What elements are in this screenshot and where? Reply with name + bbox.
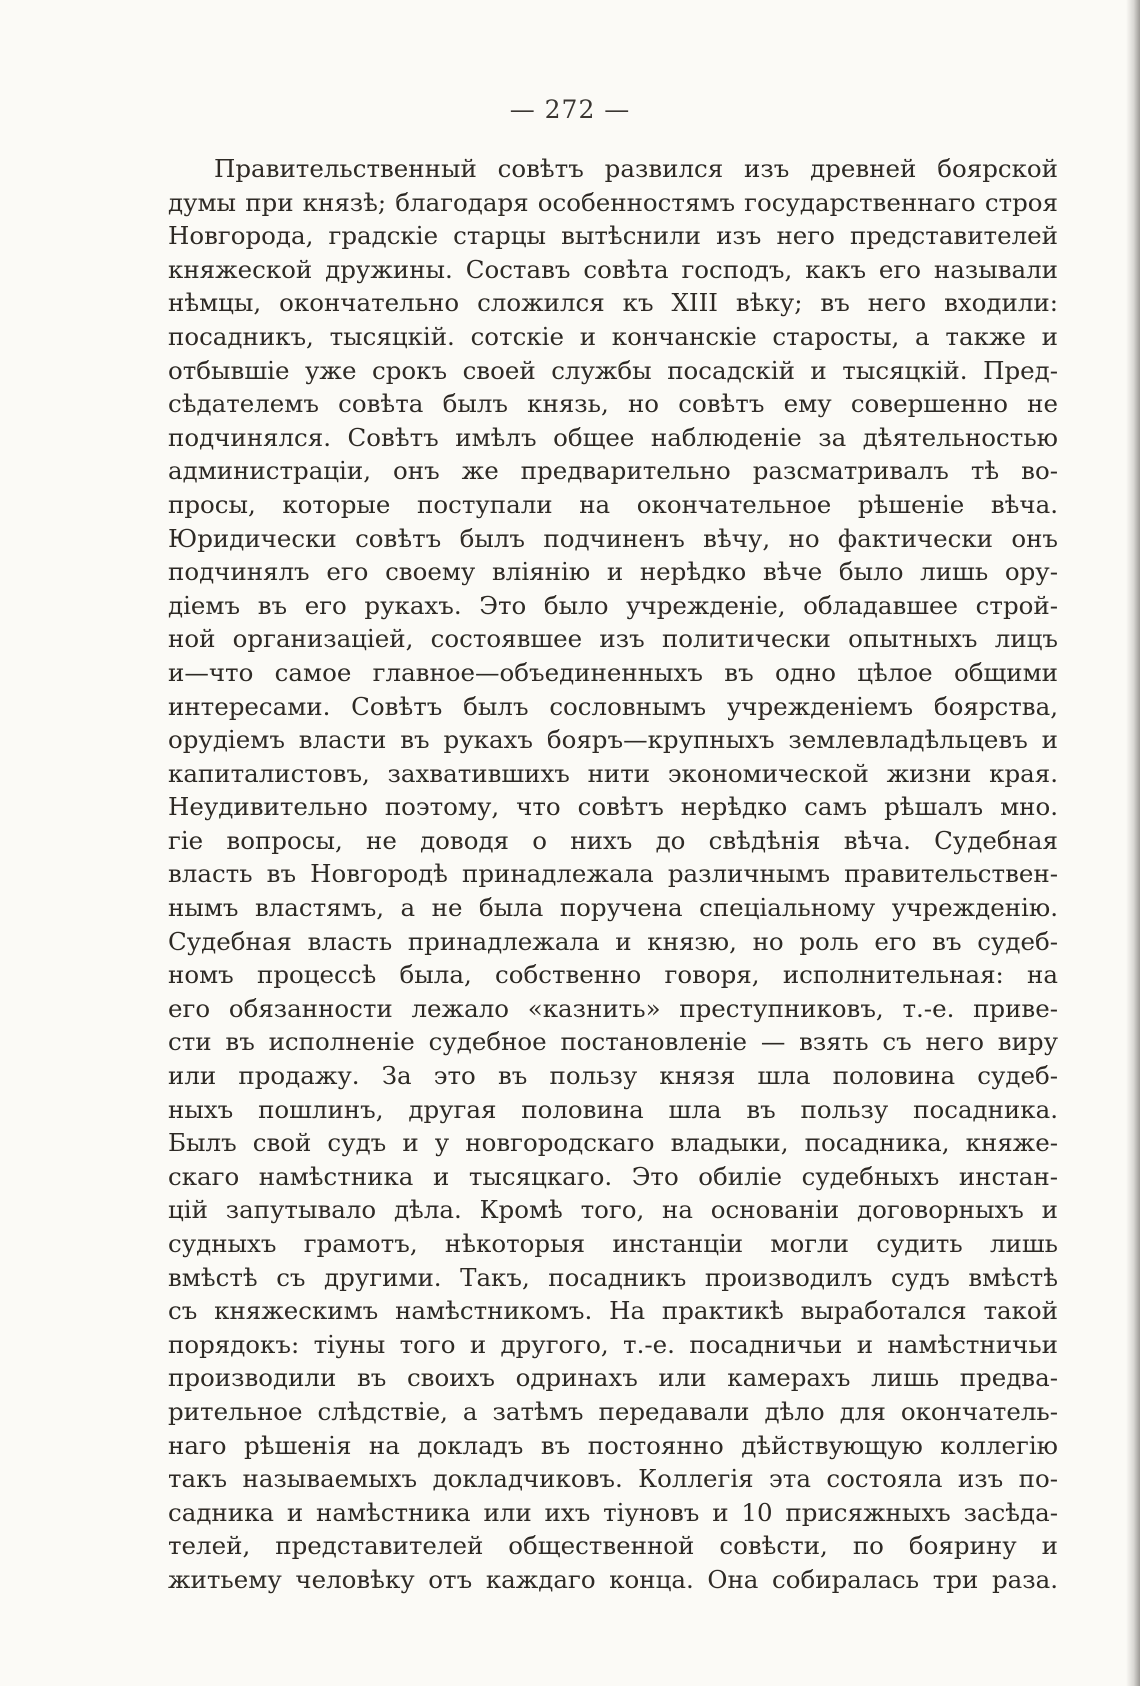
text-line: Юридически совѣтъ былъ подчиненъ вѣчу, но фактически онъ bbox=[168, 523, 1058, 553]
page-number: — 272 — bbox=[509, 95, 631, 124]
text-line: діемъ въ его рукахъ. Это было учрежденіе, обладавшее строй- bbox=[168, 590, 1058, 620]
text-line: съ княжескимъ намѣстникомъ. На практикѣ выработался такой bbox=[168, 1296, 1058, 1326]
text-line: телей, представителей общественной совѣсти, по боярину и bbox=[168, 1531, 1058, 1561]
text-line: капиталистовъ, захватившихъ нити экономической жизни края. bbox=[168, 758, 1058, 788]
text-line: нѣмцы, окончательно сложился къ XIII вѣку; въ него входили: bbox=[168, 288, 1058, 318]
text-line: посадникъ, тысяцкій. сотскіе и кончанскіе старосты, а также и bbox=[168, 321, 1058, 351]
text-line: подчинялъ его своему вліянію и нерѣдко вѣче было лишь ору- bbox=[168, 557, 1058, 587]
body-text bbox=[168, 152, 1058, 1597]
text-line: садника и намѣстника или ихъ тіуновъ и 10 присяжныхъ засѣда- bbox=[168, 1497, 1058, 1527]
text-line: гіе вопросы, не доводя о нихъ до свѣдѣнія вѣча. Судебная bbox=[168, 825, 1058, 855]
text-line: власть въ Новгородѣ принадлежала различнымъ правительствен- bbox=[168, 859, 1058, 889]
text-line: порядокъ: тіуны того и другого, т.-е. посадничьи и намѣстничьи bbox=[168, 1329, 1058, 1359]
text-line: и—что самое главное—объединенныхъ въ одно цѣлое общими bbox=[168, 657, 1058, 687]
text-line: житьему человѣку отъ каждаго конца. Она собиралась три раза. bbox=[168, 1564, 1058, 1594]
text-line: княжеской дружины. Составъ совѣта господъ, какъ его называли bbox=[168, 254, 1058, 284]
text-line: цій запутывало дѣла. Кромѣ того, на основаніи договорныхъ и bbox=[168, 1195, 1058, 1225]
text-line: нымъ властямъ, а не была поручена спеціальному учрежденію. bbox=[168, 893, 1058, 923]
text-line: его обязанности лежало «казнить» преступниковъ, т.-е. приве- bbox=[168, 993, 1058, 1023]
text-line: или продажу. За это въ пользу князя шла половина судеб- bbox=[168, 1061, 1058, 1091]
text-line: сѣдателемъ совѣта былъ князь, но совѣтъ ему совершенно не bbox=[168, 389, 1058, 419]
text-line: судныхъ грамотъ, нѣкоторыя инстанціи могли судить лишь bbox=[168, 1229, 1058, 1258]
text-line: думы при князѣ; благодаря особенностямъ государственнаго строя bbox=[168, 187, 1058, 217]
text-line: сти въ исполненіе судебное постановленіе — взять съ него виру bbox=[168, 1027, 1058, 1057]
text-line: наго рѣшенія на докладъ въ постоянно дѣйствующую коллегію bbox=[168, 1430, 1058, 1460]
text-line: подчинялся. Совѣтъ имѣлъ общее наблюденіе за дѣятельностью bbox=[168, 422, 1058, 452]
text-line: орудіемъ власти въ рукахъ бояръ—крупныхъ землевладѣльцевъ и bbox=[168, 725, 1058, 755]
text-line: Неудивительно поэтому, что совѣтъ нерѣдко самъ рѣшалъ мно. bbox=[168, 792, 1058, 822]
text-line: интересами. Совѣтъ былъ сословнымъ учрежденіемъ боярства, bbox=[168, 691, 1058, 721]
text-line: просы, которые поступали на окончательное рѣшеніе вѣча. bbox=[168, 489, 1058, 519]
text-line: скаго намѣстника и тысяцкаго. Это обиліе судебныхъ инстан- bbox=[168, 1161, 1058, 1191]
text-line: Новгорода, градскіе старцы вытѣснили изъ него представителей bbox=[168, 221, 1058, 251]
text-line: производили въ своихъ одринахъ или камерахъ лишь предва- bbox=[168, 1363, 1058, 1393]
text-line: вмѣстѣ съ другими. Такъ, посадникъ производилъ судъ вмѣстѣ bbox=[168, 1262, 1058, 1292]
text-line: номъ процессѣ была, собственно говоря, исполнительная: на bbox=[168, 960, 1058, 990]
text-line: Былъ свой судъ и у новгородскаго владыки, посадника, княже- bbox=[168, 1128, 1058, 1158]
text-line: администраціи, онъ же предварительно разсматривалъ тѣ во- bbox=[168, 456, 1058, 486]
text-line: Правительственный совѣтъ развился изъ древней боярской bbox=[214, 154, 1058, 183]
text-line: Судебная власть принадлежала и князю, но роль его въ судеб- bbox=[168, 926, 1058, 956]
page-spine-shadow bbox=[1126, 0, 1140, 1686]
text-line: ной организаціей, состоявшее изъ политически опытныхъ лицъ bbox=[168, 624, 1058, 654]
text-line: такъ называемыхъ докладчиковъ. Коллегія эта состояла изъ по- bbox=[168, 1464, 1058, 1494]
text-line: ныхъ пошлинъ, другая половина шла въ пользу посадника. bbox=[168, 1094, 1058, 1124]
text-line: отбывшіе уже срокъ своей службы посадскій и тысяцкій. Пред- bbox=[168, 355, 1058, 385]
text-line: рительное слѣдствіе, а затѣмъ передавали дѣло для окончатель- bbox=[168, 1396, 1058, 1426]
